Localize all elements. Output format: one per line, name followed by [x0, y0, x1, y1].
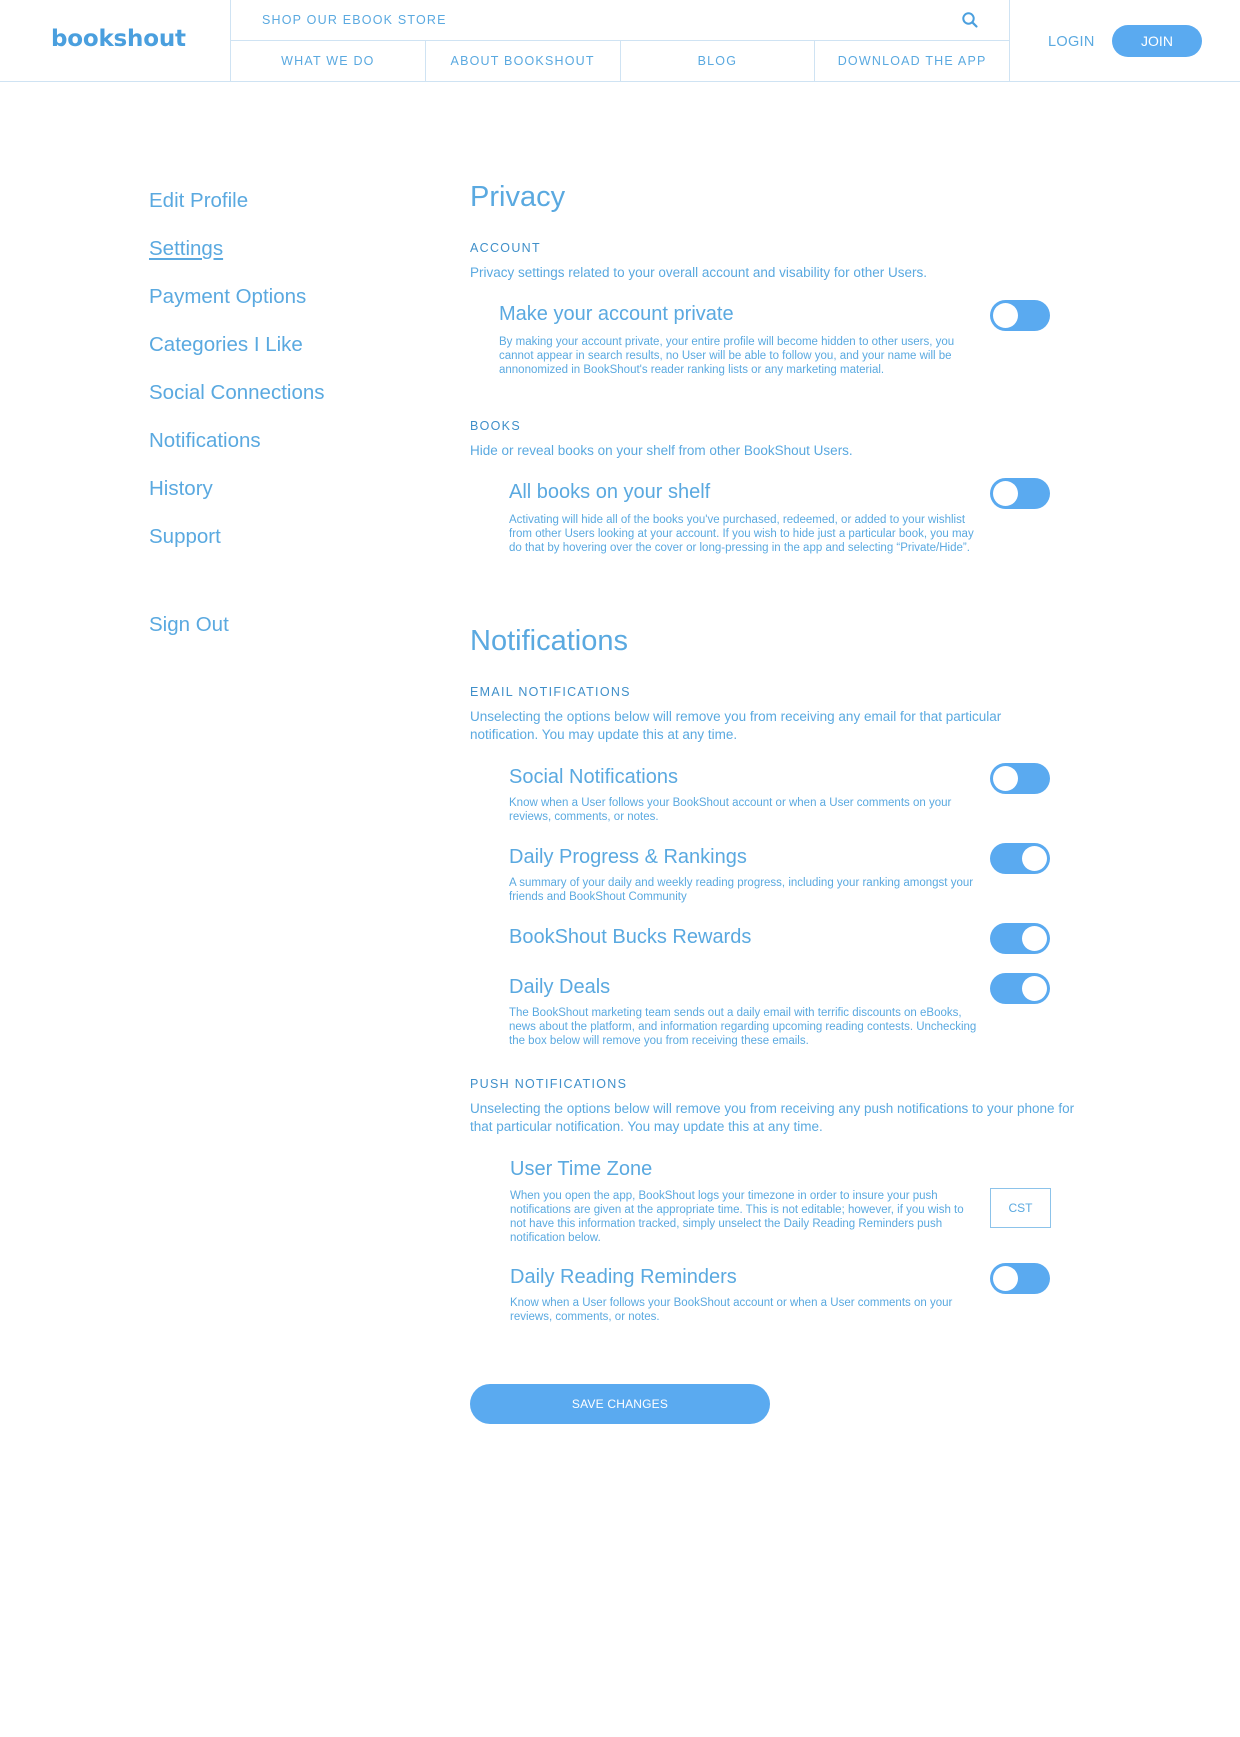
social-notifications-description: Know when a User follows your BookShout account or when a User comments on your reviews, comments, or notes. — [509, 797, 952, 823]
login-link[interactable]: LOGIN — [1048, 34, 1095, 50]
main-nav — [231, 41, 1009, 81]
site-header — [0, 0, 1240, 82]
email-notifications-label: EMAIL NOTIFICATIONS — [470, 685, 631, 699]
time-zone-description: When you open the app, BookShout logs your timezone in order to insure your push notifications are given at the appropriate time. This is not editable; however, if you wish to not have this information tracked, simply unselect the Daily Reading Reminders push notification below. — [510, 1190, 964, 1244]
privacy-heading: Privacy — [470, 181, 566, 213]
bucks-rewards-toggle[interactable] — [990, 923, 1050, 954]
sidebar-item-support[interactable]: Support — [149, 525, 221, 548]
daily-deals-toggle[interactable] — [990, 973, 1050, 1004]
toggle-knob — [993, 1266, 1018, 1291]
time-zone-value: CST — [990, 1188, 1051, 1228]
social-notifications-toggle[interactable] — [990, 763, 1050, 794]
push-notifications-label: PUSH NOTIFICATIONS — [470, 1077, 628, 1091]
search-icon[interactable] — [961, 11, 979, 29]
books-section-label: BOOKS — [470, 419, 521, 433]
toggle-knob — [1022, 926, 1047, 951]
reading-reminders-description: Know when a User follows your BookShout account or when a User comments on your reviews, comments, or notes. — [510, 1297, 953, 1323]
toggle-knob — [1022, 846, 1047, 871]
sidebar-item-edit-profile[interactable]: Edit Profile — [149, 189, 249, 212]
sidebar-item-categories[interactable]: Categories I Like — [149, 333, 303, 356]
hide-books-description: Activating will hide all of the books you've purchased, redeemed, or added to your wishlist from other Users looking at your account. If you wish to hide just a particular book, you may do that by hovering over the cover or long-pressing in the app and selecting “Private/Hide”. — [509, 514, 974, 554]
reading-reminders-title: Daily Reading Reminders — [510, 1266, 737, 1288]
notifications-heading: Notifications — [470, 625, 628, 657]
daily-deals-description: The BookShout marketing team sends out a daily email with terrific discounts on eBooks, news about the platform, and information regarding upcoming reading contests. Unchecking the box below will remove you from receiving these emails. — [509, 1007, 977, 1047]
save-changes-button[interactable]: SAVE CHANGES — [470, 1384, 770, 1424]
sidebar-item-notifications[interactable]: Notifications — [149, 429, 261, 452]
account-section-label: ACCOUNT — [470, 241, 541, 255]
nav-download-the-app[interactable]: DOWNLOAD THE APP — [837, 54, 987, 68]
private-account-title: Make your account private — [499, 303, 734, 325]
toggle-knob — [1022, 976, 1047, 1001]
nav-about-bookshout[interactable]: ABOUT BOOKSHOUT — [426, 41, 621, 81]
sidebar-item-settings[interactable]: Settings — [149, 237, 224, 260]
nav-what-we-do[interactable]: WHAT WE DO — [231, 41, 426, 81]
books-section-description: Hide or reveal books on your shelf from other BookShout Users. — [470, 443, 853, 458]
sidebar-item-payment-options[interactable]: Payment Options — [149, 285, 307, 308]
bucks-rewards-title: BookShout Bucks Rewards — [509, 926, 752, 948]
push-notifications-description: Unselecting the options below will remove you from receiving any push notifications to your phone for that particular notification. You may update this at any time. — [470, 1101, 1075, 1134]
email-notifications-description: Unselecting the options below will remove you from receiving any email for that particular notification. You may update this at any time. — [470, 709, 1002, 742]
daily-progress-toggle[interactable] — [990, 843, 1050, 874]
sidebar-item-social-connections[interactable]: Social Connections — [149, 381, 325, 404]
reading-reminders-toggle[interactable] — [990, 1263, 1050, 1294]
hide-books-toggle[interactable] — [990, 478, 1050, 509]
daily-deals-title: Daily Deals — [509, 976, 611, 998]
sidebar-item-history[interactable]: History — [149, 477, 213, 500]
shop-ebook-store-link[interactable]: SHOP OUR EBOOK STORE — [262, 13, 447, 27]
sign-out-link[interactable]: Sign Out — [149, 613, 229, 636]
daily-progress-description: A summary of your daily and weekly reading progress, including your ranking amongst your friends and BookShout Community — [509, 877, 974, 903]
bookshout-logo[interactable]: bookshout — [51, 26, 186, 52]
account-section-description: Privacy settings related to your overall account and visability for other Users. — [470, 265, 927, 280]
private-account-description: By making your account private, your entire profile will become hidden to other users, you cannot appear in search results, no User will be able to follow you, and your name will be annonomized in BookShout's reader ranking lists or any marketing material. — [499, 336, 955, 376]
private-account-toggle[interactable] — [990, 300, 1050, 331]
join-button[interactable]: JOIN — [1112, 25, 1202, 57]
header-nav — [230, 0, 1010, 82]
time-zone-title: User Time Zone — [510, 1158, 653, 1180]
toggle-knob — [993, 481, 1018, 506]
nav-blog[interactable]: BLOG — [621, 41, 816, 81]
toggle-knob — [993, 766, 1018, 791]
social-notifications-title: Social Notifications — [509, 766, 678, 788]
shop-bar — [231, 0, 1009, 41]
toggle-knob — [993, 303, 1018, 328]
daily-progress-title: Daily Progress & Rankings — [509, 846, 747, 868]
hide-books-title: All books on your shelf — [509, 481, 711, 503]
